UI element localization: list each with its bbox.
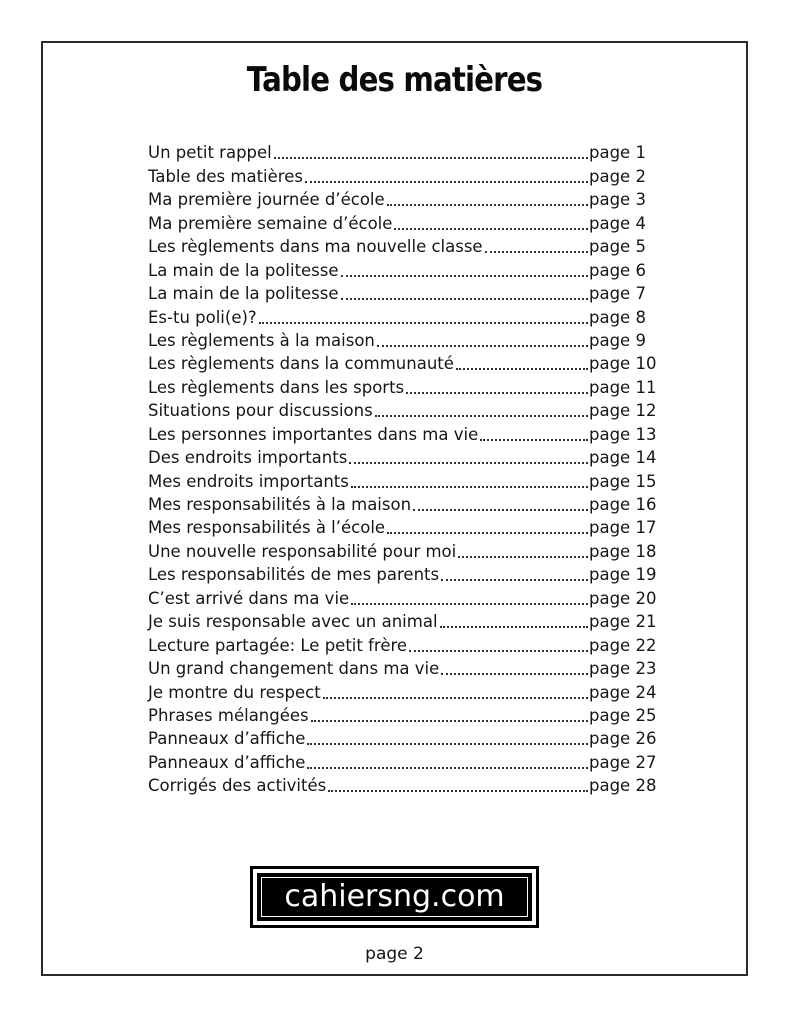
toc-row bbox=[148, 726, 657, 749]
toc-entry-page: page 20 bbox=[589, 588, 657, 608]
toc-entry-page: page 28 bbox=[589, 776, 657, 796]
toc-entry-page: page 7 bbox=[589, 284, 646, 304]
toc-dot-leader bbox=[485, 251, 588, 253]
toc-dot-leader bbox=[351, 603, 588, 605]
toc-row bbox=[148, 187, 653, 210]
toc-dot-leader bbox=[311, 720, 588, 722]
toc-entry-title: Je montre du respect bbox=[148, 682, 321, 702]
toc-entry-title: C’est arrivé dans ma vie bbox=[148, 588, 350, 608]
toc-entry-page: page 2 bbox=[589, 166, 646, 186]
toc-row bbox=[148, 351, 657, 374]
toc-dot-leader bbox=[458, 556, 588, 558]
toc-row bbox=[148, 773, 657, 796]
toc-row bbox=[148, 398, 657, 421]
toc-dot-leader bbox=[305, 181, 588, 183]
toc-entry-page: page 4 bbox=[589, 213, 646, 233]
toc-row bbox=[148, 515, 657, 538]
toc-entry-title: Un petit rappel bbox=[148, 143, 272, 163]
toc-entry-page: page 22 bbox=[589, 635, 657, 655]
toc-entry-title: Des endroits importants bbox=[148, 448, 348, 468]
toc-dot-leader bbox=[351, 486, 588, 488]
toc-entry-title: Les règlements dans les sports bbox=[148, 377, 405, 397]
toc-entry-page: page 5 bbox=[589, 237, 646, 257]
toc-dot-leader bbox=[375, 415, 588, 417]
toc-row bbox=[148, 140, 653, 163]
toc-entry-title: Les règlements dans ma nouvelle classe bbox=[148, 237, 483, 257]
toc-dot-leader bbox=[377, 345, 588, 347]
toc-entry-page: page 17 bbox=[589, 518, 657, 538]
toc-entry-page: page 1 bbox=[589, 143, 646, 163]
toc-entry-page: page 15 bbox=[589, 471, 657, 491]
toc-row bbox=[148, 445, 657, 468]
toc-row bbox=[148, 257, 653, 280]
toc-entry-title: Panneaux d’affiche bbox=[148, 729, 306, 749]
toc-row bbox=[148, 234, 653, 257]
toc-entry-title: Corrigés des activités bbox=[148, 776, 327, 796]
toc-entry-page: page 6 bbox=[589, 260, 646, 280]
toc-row bbox=[148, 281, 653, 304]
toc-row bbox=[148, 703, 657, 726]
toc-dot-leader bbox=[349, 462, 588, 464]
toc-dot-leader bbox=[441, 673, 588, 675]
toc-row bbox=[148, 585, 657, 608]
toc-entry-title: Mes endroits importants bbox=[148, 471, 349, 491]
toc-entry-page: page 27 bbox=[589, 752, 657, 772]
toc-entry-title: Les personnes importantes dans ma vie bbox=[148, 424, 479, 444]
toc-entry-title: Panneaux d’affiche bbox=[148, 752, 306, 772]
toc-dot-leader bbox=[440, 626, 588, 628]
page-number-label: page 2 bbox=[365, 944, 424, 964]
toc-row bbox=[148, 632, 657, 655]
toc-row bbox=[148, 679, 657, 702]
toc-dot-leader bbox=[341, 275, 588, 277]
toc-entry-title: Les règlements dans la communauté bbox=[148, 354, 454, 374]
toc-dot-leader bbox=[456, 368, 588, 370]
toc-entry-page: page 19 bbox=[589, 565, 657, 585]
toc-dot-leader bbox=[387, 204, 588, 206]
toc-entry-title: La main de la politesse bbox=[148, 260, 339, 280]
toc-row bbox=[148, 421, 657, 444]
toc-entry-title: Mes responsabilités à l’école bbox=[148, 518, 386, 538]
toc-dot-leader bbox=[387, 532, 588, 534]
toc-entry-page: page 23 bbox=[589, 659, 657, 679]
toc-dot-leader bbox=[480, 439, 588, 441]
toc-entry-title: La main de la politesse bbox=[148, 284, 339, 304]
toc-dot-leader bbox=[307, 767, 588, 769]
toc-row bbox=[148, 656, 657, 679]
toc-row bbox=[148, 562, 657, 585]
toc-entry-title: Table des matières bbox=[148, 166, 303, 186]
toc-dot-leader bbox=[413, 509, 588, 511]
toc-entry-title: Les responsabilités de mes parents bbox=[148, 565, 440, 585]
toc-dot-leader bbox=[259, 322, 588, 324]
toc-row bbox=[148, 163, 653, 186]
page-title: Table des matières bbox=[246, 60, 543, 100]
toc-row bbox=[148, 749, 657, 772]
toc-entry-page: page 14 bbox=[589, 448, 657, 468]
toc-entry-page: page 13 bbox=[589, 424, 657, 444]
toc-row bbox=[148, 374, 657, 397]
toc-entry-title: Je suis responsable avec un animal bbox=[148, 612, 438, 632]
toc-row bbox=[148, 468, 657, 491]
toc-entry-page: page 26 bbox=[589, 729, 657, 749]
toc-dot-leader bbox=[409, 650, 588, 652]
toc-row bbox=[148, 210, 653, 233]
toc-entry-title: Situations pour discussions bbox=[148, 401, 373, 421]
toc-entry-title: Mes responsabilités à la maison bbox=[148, 495, 412, 514]
toc-dot-leader bbox=[341, 298, 588, 300]
toc-entry-page: page 8 bbox=[589, 307, 646, 327]
toc-entry-page: page 11 bbox=[589, 377, 657, 397]
toc-entry-page: page 12 bbox=[589, 401, 657, 421]
toc-dot-leader bbox=[441, 579, 588, 581]
toc-entry-page: page 3 bbox=[589, 190, 646, 210]
toc-row bbox=[148, 304, 653, 327]
toc-row bbox=[148, 492, 657, 515]
toc-entry-title: Ma première journée d’école bbox=[148, 190, 385, 210]
brand-box-outer-border bbox=[250, 866, 538, 928]
toc-entry-title: Es-tu poli(e)? bbox=[148, 307, 257, 327]
toc-entry-page: page 16 bbox=[589, 495, 657, 514]
toc-entry-title: Un grand changement dans ma vie bbox=[148, 659, 440, 679]
toc-dot-leader bbox=[323, 697, 588, 699]
toc-entry-title: Une nouvelle responsabilité pour moi bbox=[148, 541, 457, 561]
toc-entry-title: Lecture partagée: Le petit frère bbox=[148, 635, 408, 655]
brand-box-wrapper bbox=[41, 866, 748, 928]
toc-row bbox=[148, 538, 657, 561]
toc-row bbox=[148, 609, 657, 632]
toc-entry-page: page 24 bbox=[589, 682, 657, 702]
toc-dot-leader bbox=[394, 228, 588, 230]
toc-entry-title: Phrases mélangées bbox=[148, 705, 309, 725]
toc-entry-page: page 21 bbox=[589, 612, 657, 632]
toc-entry-page: page 18 bbox=[589, 541, 657, 561]
toc-dot-leader bbox=[406, 392, 588, 394]
toc-entry-page: page 10 bbox=[589, 354, 657, 374]
toc-list bbox=[148, 140, 657, 796]
brand-website-label: cahiersng.com bbox=[257, 873, 531, 921]
toc-dot-leader bbox=[274, 157, 588, 159]
toc-entry-title: Les règlements à la maison bbox=[148, 330, 375, 350]
toc-dot-leader bbox=[307, 743, 588, 745]
toc-entry-title: Ma première semaine d’école bbox=[148, 213, 393, 233]
toc-row bbox=[148, 328, 653, 351]
toc-dot-leader bbox=[328, 790, 588, 792]
toc-entry-page: page 9 bbox=[589, 330, 646, 350]
toc-entry-page: page 25 bbox=[589, 705, 657, 725]
